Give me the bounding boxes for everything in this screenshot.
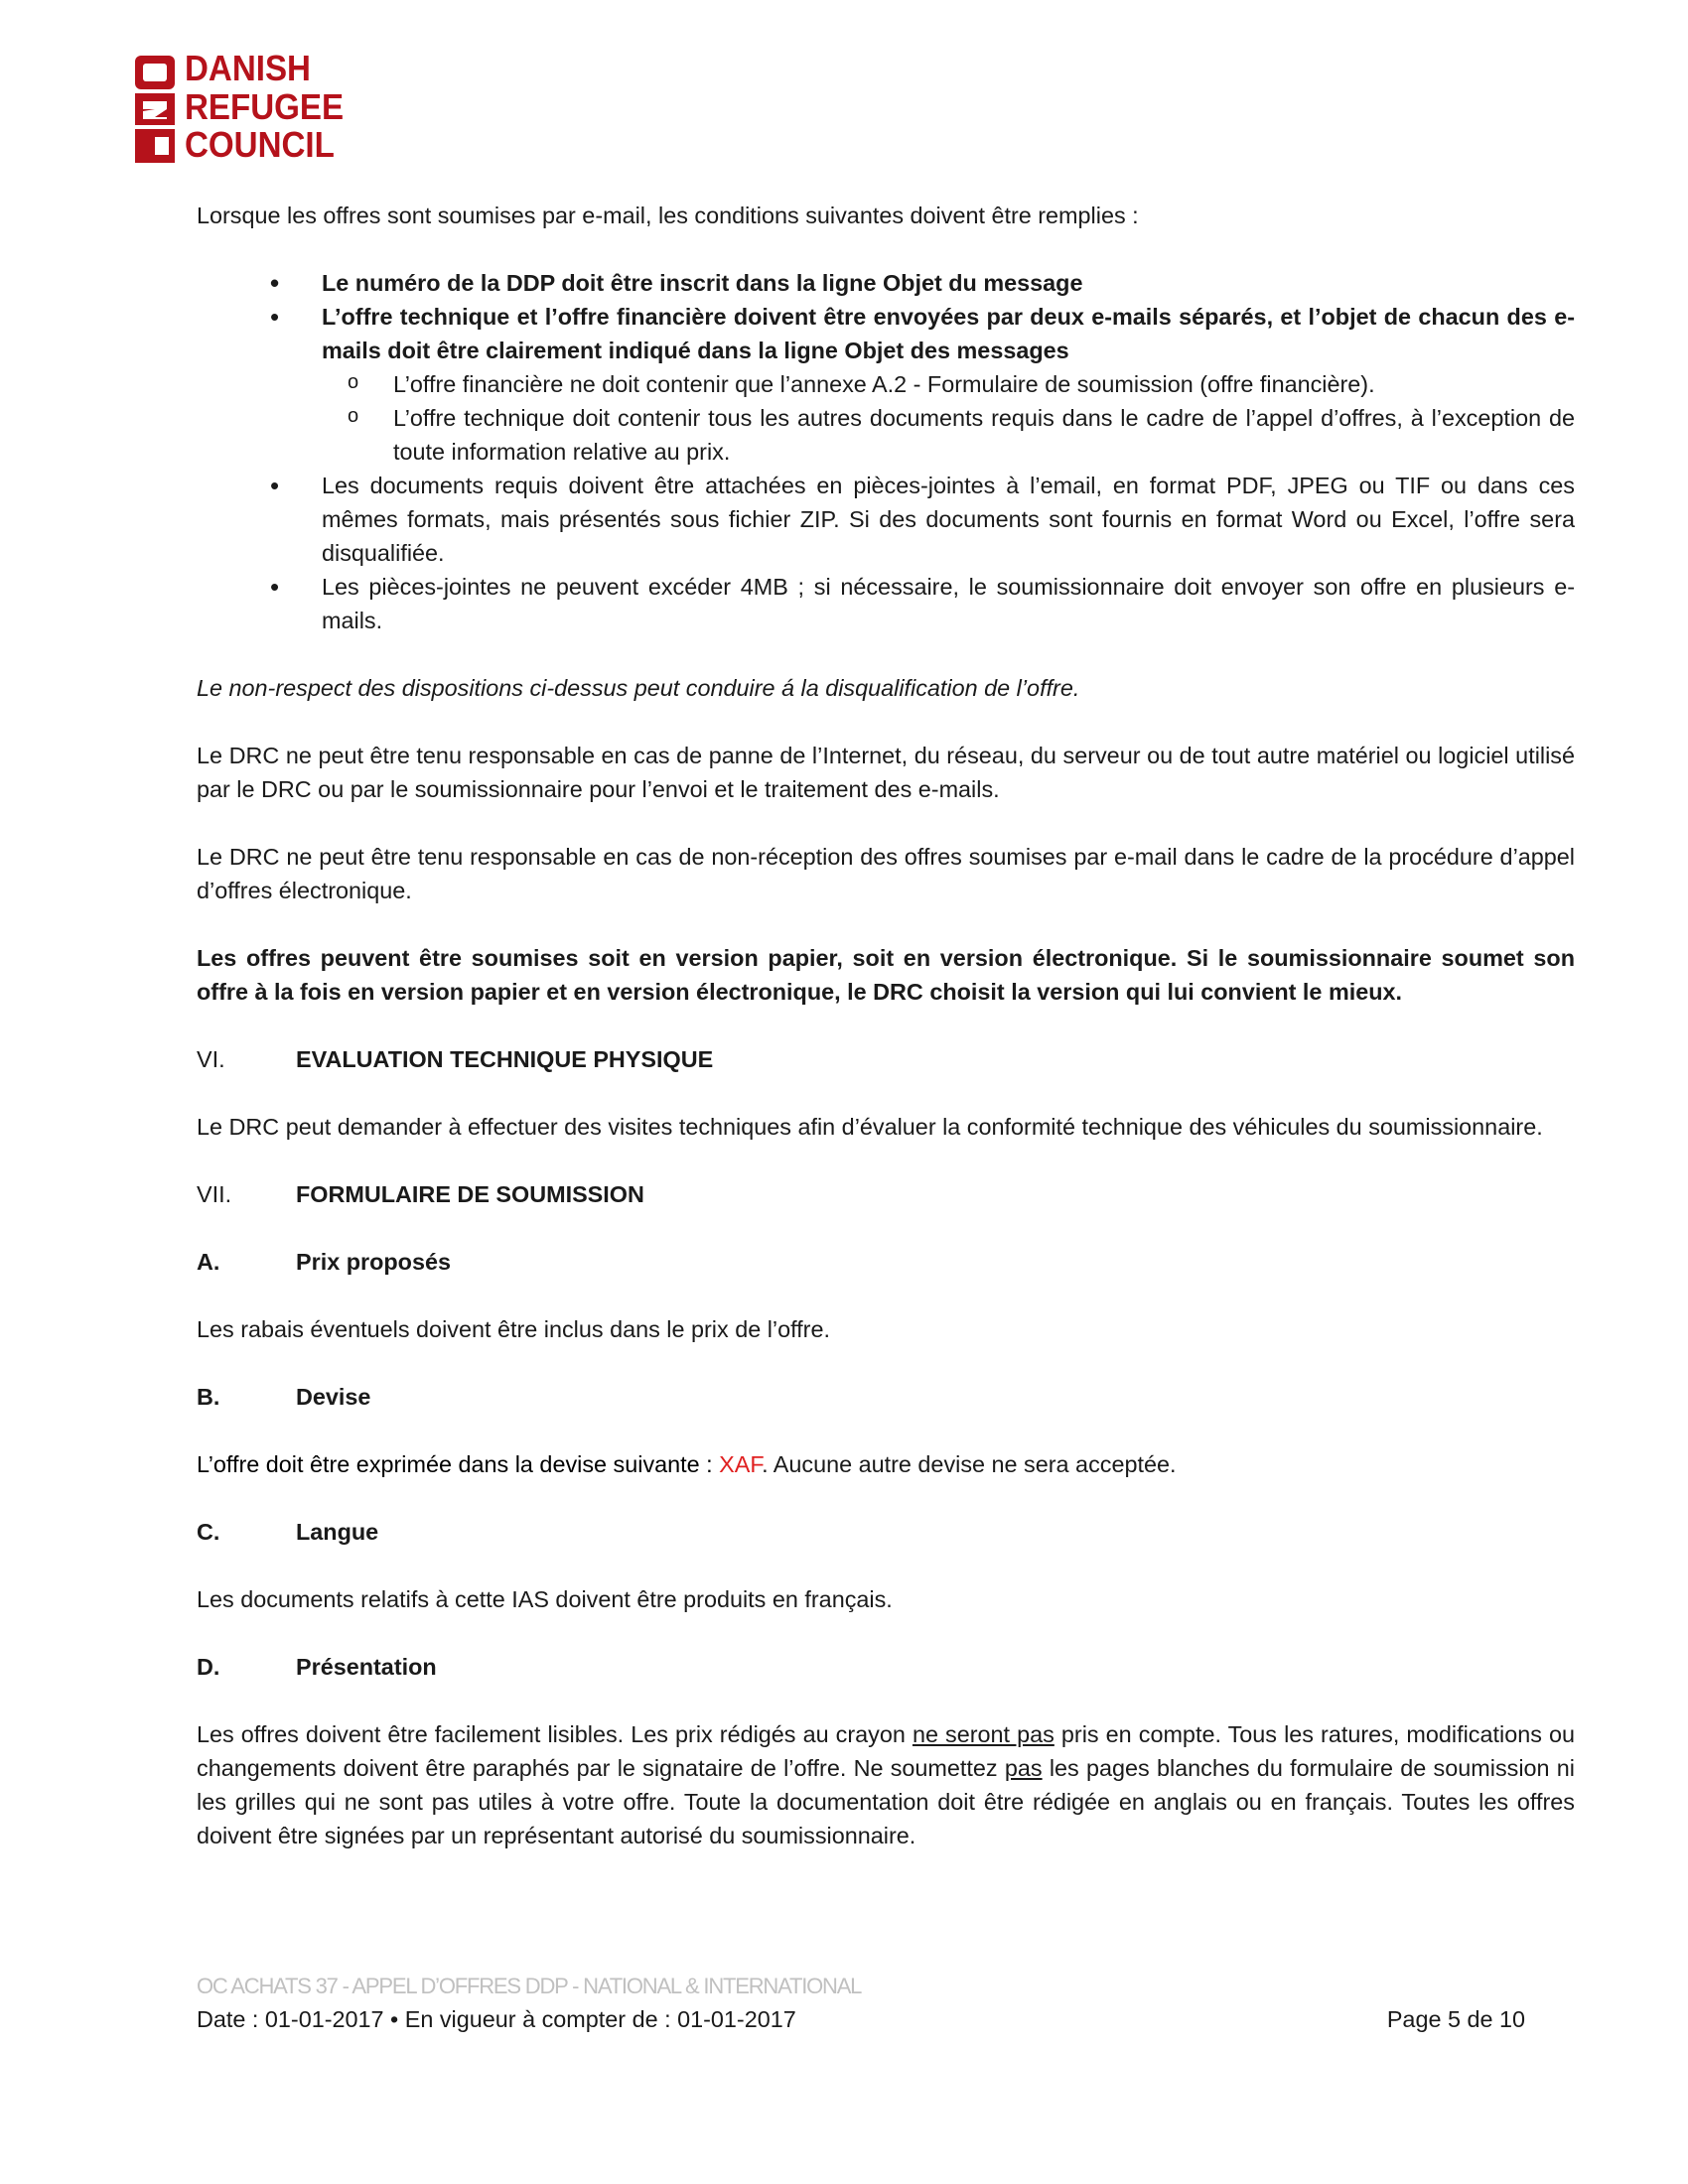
drc-logo-mark (133, 54, 177, 165)
currency-text-after: . Aucune autre devise ne sera acceptée. (762, 1451, 1177, 1477)
presentation-text-2: pris en compte. Tous les ratures, modifications ou changements doivent être paraphés par le signataire de l’offre. Ne soumettez (197, 1721, 1576, 1781)
subsection-heading (197, 1380, 1575, 1414)
bullet-separate-emails: L’offre technique et l’offre financière doivent être envoyées par deux e-mails séparés, et l’objet de chacun des e-mails doit être clairement indiqué dans la ligne Objet des messages (322, 304, 1575, 363)
presentation-text-3: les pages blanches du formulaire de soumission ni les grilles qui ne sont pas utiles à votre offre. Toute la documentation doit être rédigée en anglais ou en français. Toutes les offres doivent être signées par un représentant autorisé du soumissionnaire. (197, 1755, 1575, 1848)
intro-paragraph: Lorsque les offres sont soumises par e-mail, les conditions suivantes doivent être remplies : (197, 203, 1139, 228)
sub-list-item (322, 401, 1575, 469)
presentation-text-1: Les offres doivent être facilement lisibles. Les prix rédigés au crayon (197, 1721, 913, 1747)
currency-value: XAF (719, 1451, 763, 1477)
submission-version-paragraph: Les offres peuvent être soumises soit en version papier, soit en version électronique. Si le soumissionnaire soumet son offre à la fois en version papier et en version électronique, le DRC choisit la version qui lui convient le mieux. (197, 945, 1575, 1005)
presentation-paragraph (197, 1717, 1575, 1852)
footer-page-number: Page 5 de 10 (1386, 2006, 1525, 2032)
section-heading (197, 1042, 1575, 1076)
sub-financial-offer: L’offre financière ne doit contenir que l’annexe A.2 - Formulaire de soumission (offre financière). (393, 371, 1375, 397)
subsection-title: Prix proposés (296, 1249, 451, 1275)
currency-text-before: L’offre doit être exprimée dans la devise suivante : (197, 1451, 720, 1477)
subsection-letter: C. (197, 1519, 220, 1545)
disqualification-note: Le non-respect des dispositions ci-dessus peut conduire á la disqualification de l’offre. (197, 675, 1080, 701)
subsection-title: Langue (296, 1519, 379, 1545)
section-number: VI. (197, 1046, 225, 1072)
subsection-letter: D. (197, 1654, 220, 1680)
list-item (197, 570, 1575, 637)
section-number: VII. (197, 1181, 232, 1207)
footer-date: Date : 01-01-2017 • En vigueur à compter de : 01-01-2017 (197, 2006, 796, 2032)
section-text: Le DRC peut demander à effectuer des visites techniques afin d’évaluer la conformité technique des véhicules du soumissionnaire. (197, 1114, 1543, 1140)
drc-logo (133, 50, 352, 167)
bullet-attachments-size: Les pièces-jointes ne peuvent excéder 4MB ; si nécessaire, le soumissionnaire doit envoyer son offre en plusieurs e-mails. (322, 574, 1575, 633)
bullet-attachments-format: Les documents requis doivent être attachées en pièces-jointes à l’email, en format PDF, JPEG ou TIF ou dans ces mêmes formats, mais présentés sous fichier ZIP. Si des documents sont fournis en format Word ou Excel, l’offre sera disqualifiée. (322, 473, 1575, 566)
email-conditions-list (197, 266, 1575, 637)
currency-paragraph (197, 1447, 1575, 1481)
subsection-title: Présentation (296, 1654, 437, 1680)
logo-line-refugee: REFUGEE (185, 85, 345, 127)
presentation-underlined-1: ne seront pas (912, 1721, 1055, 1747)
internet-liability-paragraph: Le DRC ne peut être tenu responsable en cas de panne de l’Internet, du réseau, du serveur ou de tout autre matériel ou logiciel utilisé par le DRC ou par le soumissionnaire pour l’envoi et le traitement des e-mails. (197, 743, 1575, 802)
footer-document-reference: OC ACHATS 37 - APPEL D’OFFRES DDP - NATIONAL & INTERNATIONAL (197, 1974, 862, 1998)
sub-technical-offer: L’offre technique doit contenir tous les autres documents requis dans le cadre de l’appel d’offres, à l’exception de toute information relative au prix. (393, 405, 1575, 465)
logo-line-council: COUNCIL (185, 124, 335, 165)
subsection-heading (197, 1245, 1575, 1279)
bullet-ddp-number: Le numéro de la DDP doit être inscrit dans la ligne Objet du message (322, 270, 1083, 296)
drc-logo-text (185, 50, 344, 165)
subsection-letter: A. (197, 1249, 220, 1275)
section-title: FORMULAIRE DE SOUMISSION (296, 1181, 644, 1207)
list-item (197, 469, 1575, 570)
footer (197, 2006, 1525, 2033)
subsection-heading (197, 1515, 1575, 1549)
subsection-letter: B. (197, 1384, 220, 1410)
section-heading (197, 1177, 1575, 1211)
reception-liability-paragraph: Le DRC ne peut être tenu responsable en cas de non-réception des offres soumises par e-mail dans le cadre de la procédure d’appel d’offres électronique. (197, 844, 1575, 903)
subsection-title: Devise (296, 1384, 371, 1410)
presentation-underlined-2: pas (1004, 1755, 1043, 1781)
subsection-heading (197, 1650, 1575, 1684)
subsection-text: Les documents relatifs à cette IAS doivent être produits en français. (197, 1586, 893, 1612)
list-item (197, 300, 1575, 469)
logo-line-danish: DANISH (185, 48, 311, 88)
section-title: EVALUATION TECHNIQUE PHYSIQUE (296, 1046, 714, 1072)
subsection-text: Les rabais éventuels doivent être inclus dans le prix de l’offre. (197, 1316, 830, 1342)
list-item (197, 266, 1575, 300)
document-body (197, 199, 1575, 1852)
sub-list-item (322, 367, 1575, 401)
sub-list (322, 367, 1575, 469)
